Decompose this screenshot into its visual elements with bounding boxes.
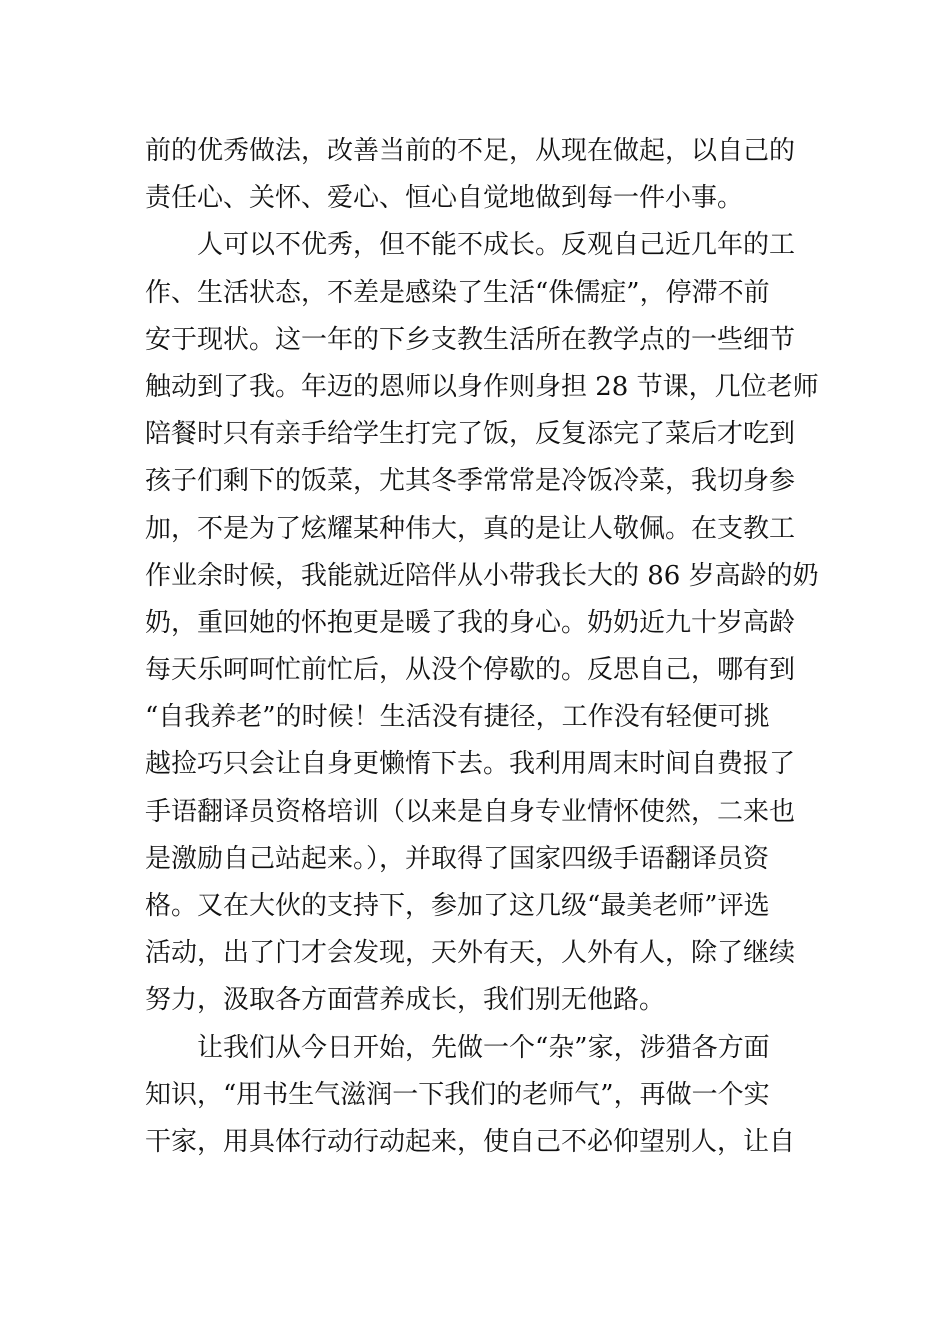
text-line-18: 活动，出了门才会发现，天外有天，人外有人，除了继续 xyxy=(145,938,796,969)
text-line-6: 触动到了我。年迈的恩师以身作则身担 28 节课，几位老师 xyxy=(145,371,819,402)
text-line-14: 越捡巧只会让自身更懒惰下去。我利用周末时间自费报了 xyxy=(145,749,796,780)
text-line-19: 努力，汲取各方面营养成长，我们别无他路。 xyxy=(145,985,666,1016)
text-line-22: 干家，用具体行动行动起来，使自己不必仰望别人，让自 xyxy=(145,1126,796,1157)
text-line-10: 作业余时候，我能就近陪伴从小带我长大的 86 岁高龄的奶 xyxy=(145,560,819,591)
text-line-4: 作、生活状态，不差是感染了生活“侏儒症”，停滞不前 xyxy=(145,277,770,308)
text-line-1: 前的优秀做法，改善当前的不足，从现在做起，以自己的 xyxy=(145,136,796,166)
text-line-17: 格。又在大伙的支持下，参加了这几级“最美老师”评选 xyxy=(145,891,770,921)
text-line-11: 奶，重回她的怀抱更是暖了我的身心。奶奶近九十岁高龄 xyxy=(145,607,796,638)
text-line-8: 孩子们剩下的饭菜，尤其冬季常常是冷饭冷菜，我切身参 xyxy=(145,466,796,497)
text-line-13: “自我养老”的时候！生活没有捷径，工作没有轻便可挑 xyxy=(145,702,770,733)
text-line-16: 是激励自己站起来。），并取得了国家四级手语翻译员资 xyxy=(145,843,770,874)
text-line-21: 知识，“用书生气滋润一下我们的老师气”，再做一个实 xyxy=(145,1079,770,1110)
text-line-5: 安于现状。这一年的下乡支教生活所在教学点的一些细节 xyxy=(145,324,796,355)
text-line-2: 责任心、关怀、爱心、恒心自觉地做到每一件小事。 xyxy=(145,183,744,214)
paragraph-start-line: 人可以不优秀，但不能不成长。反观自己近几年的工 xyxy=(197,230,796,261)
paragraph-start-line: 让我们从今日开始，先做一个“杂”家，涉猎各方面 xyxy=(197,1032,770,1063)
body-text xyxy=(145,128,825,1166)
text-line-7: 陪餐时只有亲手给学生打完了饭，反复添完了菜后才吃到 xyxy=(145,419,796,450)
text-line-15: 手语翻译员资格培训（以来是自身专业情怀使然，二来也 xyxy=(145,796,796,827)
text-line-9: 加，不是为了炫耀某种伟大，真的是让人敬佩。在支教工 xyxy=(145,513,796,544)
text-line-12: 每天乐呵呵忙前忙后，从没个停歇的。反思自己，哪有到 xyxy=(145,655,796,686)
